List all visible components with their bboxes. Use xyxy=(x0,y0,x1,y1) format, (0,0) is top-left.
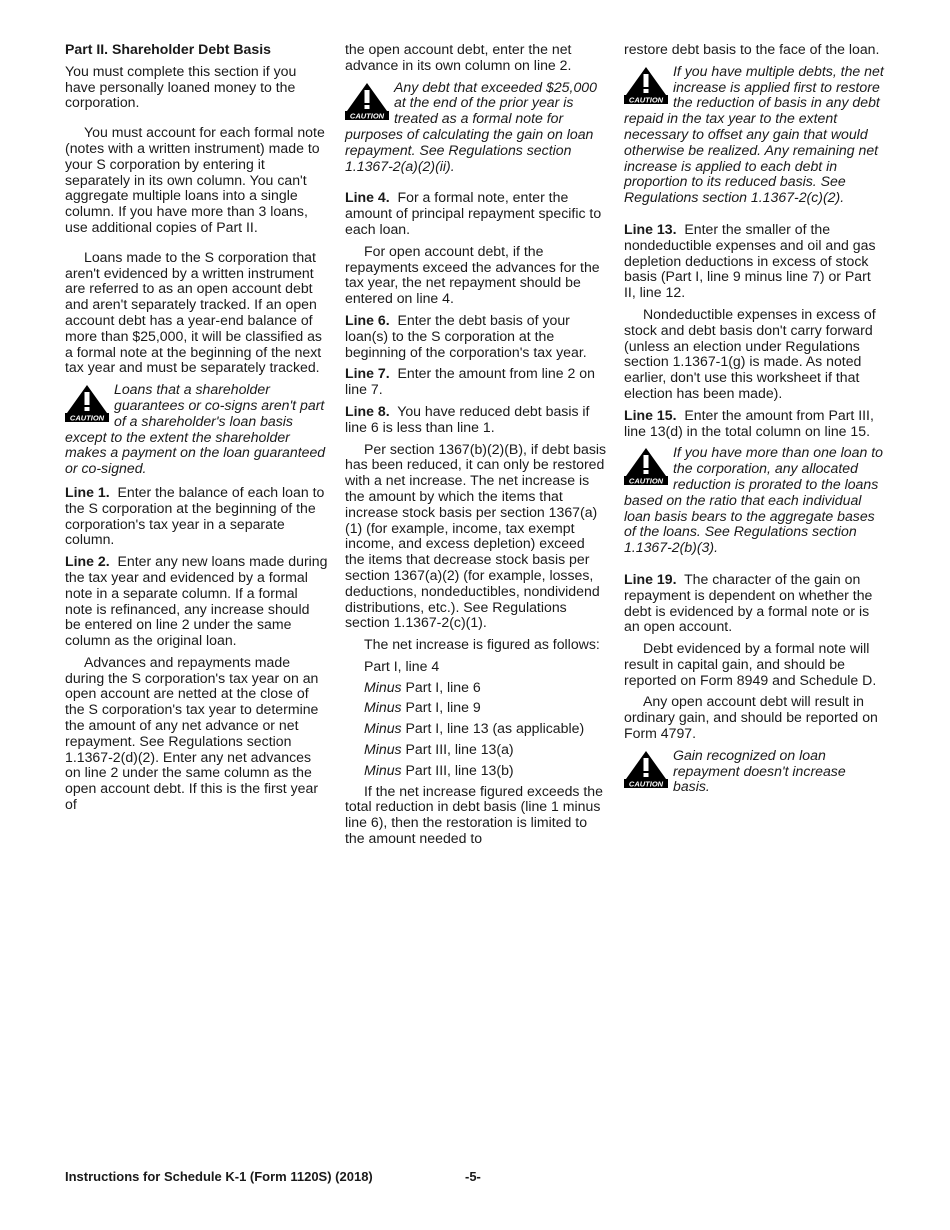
paragraph: The net increase is figured as follows: xyxy=(364,636,600,653)
paragraph: restore debt basis to the face of the loan. xyxy=(624,41,880,57)
line-8-instruction xyxy=(345,404,607,436)
line-text: Enter the debt basis of your loan(s) to the S corporation at the beginning of the corporation's tax year. xyxy=(345,311,587,360)
line-label: Line 8. xyxy=(345,402,390,419)
line-text: You have reduced debt basis if line 6 is less than line 1. xyxy=(345,402,590,435)
line-label: Line 13. xyxy=(624,220,677,237)
line-7-instruction xyxy=(345,366,607,398)
caution-icon xyxy=(624,447,668,485)
list-item: Minus Part III, line 13(a) xyxy=(364,741,514,758)
caution-note xyxy=(624,748,886,795)
caution-icon xyxy=(624,66,668,104)
caution-text: Loans that a shareholder guarantees or co-signs aren't part of a shareholder's loan basis except to the extent the shareholder makes a payment on the loan guaranteed or co-signed. xyxy=(65,381,326,477)
line-label: Line 6. xyxy=(345,311,390,328)
page-footer xyxy=(65,1169,905,1184)
line-text: Enter any new loans made during the tax year and evidenced by a formal note in a separate column. If a formal note is refinanced, any increase should be entered on line 2 under the same column as the original loan. xyxy=(65,553,328,649)
line-label: Line 2. xyxy=(65,553,110,570)
line-text: Enter the amount from Part III, line 13(d) in the total column on line 15. xyxy=(624,406,874,439)
list-item: Minus Part I, line 9 xyxy=(364,699,481,716)
line-label: Line 15. xyxy=(624,406,677,423)
line-label: Line 19. xyxy=(624,570,677,587)
paragraph: For open account debt, if the repayments exceed the advances for the tax year, the net repayment should be entered on line 4. xyxy=(345,242,600,307)
line-label: Line 1. xyxy=(65,483,110,500)
paragraph: You must complete this section if you have personally loaned money to the corporation. xyxy=(65,62,297,111)
list-item: Minus Part I, line 13 (as applicable) xyxy=(364,720,585,737)
footer-title: Instructions for Schedule K-1 (Form 1120S) (2018) xyxy=(65,1169,373,1184)
caution-label: CAUTION xyxy=(628,779,664,788)
caution-icon xyxy=(65,384,109,422)
paragraph: Advances and repayments made during the S corporation's tax year on an open account are netted at the close of the S corporation's tax year to determine the amount of any net advance or net repayment. See Regulations section 1.1367-2(d)(2). Enter any net advances on line 2 under the same column as the open account debt. If this is the first year of xyxy=(65,653,319,813)
line-13-instruction xyxy=(624,222,886,301)
caution-label: CAUTION xyxy=(69,413,105,423)
caution-note xyxy=(624,64,886,206)
paragraph: Loans made to the S corporation that aren't evidenced by a written instrument are referred to as an open account debt and aren't separately tracked. If an open account debt has a year-end balance of more than $25,000, it will be classified as a formal note at the beginning of the next tax year and must be separately tracked. xyxy=(65,248,322,376)
section-heading: Part II. Shareholder Debt Basis xyxy=(65,41,271,57)
column-3 xyxy=(624,42,886,803)
caution-icon xyxy=(345,82,389,120)
paragraph: Per section 1367(b)(2)(B), if debt basis has been reduced, it can only be restored with a net increase. The net increase is the amount by which the items that increase stock basis per section 1367(a)(1) (for example, income, tax exempt income, and excess depletion) exceed the items that decrease stock basis per section 1367(a)(2) (for example, losses, deductions, nondeductibles, nondividend distributions, etc.). See Regulations section 1.1367-2(c)(1). xyxy=(345,440,607,631)
line-1-instruction xyxy=(65,485,328,548)
caution-label: CAUTION xyxy=(628,476,664,486)
caution-text: Gain recognized on loan repayment doesn't increase basis. xyxy=(673,746,846,795)
line-text: For a formal note, enter the amount of principal repayment specific to each loan. xyxy=(345,189,602,237)
line-text: The character of the gain on repayment is dependent on whether the debt is evidenced by a formal note or is an open account. xyxy=(624,570,873,635)
caution-text: If you have more than one loan to the corporation, any allocated reduction is prorated to the loans based on the ratio that each individual loan basis bears to the aggregate bases of the loans. See Regulations section 1.1367-2(b)(3). xyxy=(624,444,883,556)
page-number: -5- xyxy=(465,1169,481,1184)
caution-note xyxy=(624,445,886,556)
caution-label: CAUTION xyxy=(349,111,385,120)
caution-label: CAUTION xyxy=(628,95,664,104)
paragraph: You must account for each formal note (notes with a written instrument) made to your S corporation by entering it separately in its own column. You can't aggregate multiple loans into a single column. If you have more than 3 loans, use additional copies of Part II. xyxy=(65,124,325,235)
paragraph: Debt evidenced by a formal note will result in capital gain, and should be reported on Form 8949 and Schedule D. xyxy=(624,640,877,688)
caution-text: If you have multiple debts, the net increase is applied first to restore the reduction of basis in any debt repaid in the tax year to the extent necessary to offset any gain that would otherwise be realized. Any remaining net increase is applied to each debt in proportion to its reduced basis. See Regulations section 1.1367-2(c)(2). xyxy=(624,62,884,206)
paragraph: the open account debt, enter the net advance in its own column on line 2. xyxy=(345,41,572,73)
line-19-instruction xyxy=(624,572,886,635)
caution-text: Any debt that exceeded $25,000 at the end of the prior year is treated as a formal note for purposes of calculating the gain on loan repayment. See Regulations section 1.1367-2(a)(2)(ii). xyxy=(345,78,597,174)
list-item: Minus Part I, line 6 xyxy=(364,678,481,695)
line-15-instruction xyxy=(624,408,886,440)
paragraph: If the net increase figured exceeds the total reduction in debt basis (line 1 minus line 6), then the restoration is limited to the amount needed to xyxy=(345,782,603,847)
line-text: Enter the amount from line 2 on line 7. xyxy=(345,365,595,398)
line-label: Line 7. xyxy=(345,365,390,382)
column-1 xyxy=(65,42,328,819)
caution-note xyxy=(345,80,607,175)
paragraph: Nondeductible expenses in excess of stock and debt basis don't carry forward (unless an election under Regulations section 1.1367-1(g) is made. As noted earlier, don't use this worksheet if that election has been made). xyxy=(624,305,876,401)
list-item: Minus Part III, line 13(b) xyxy=(364,761,514,778)
caution-note xyxy=(65,382,328,477)
list-item: Part I, line 4 xyxy=(364,657,440,674)
column-2 xyxy=(345,42,607,853)
line-text: Enter the smaller of the nondeductible expenses and oil and gas depletion deductions in excess of stock basis (Part I, line 9 minus line 7) or Part II, line 12. xyxy=(624,220,876,301)
paragraph: Any open account debt will result in ordinary gain, and should be reported on Form 4797. xyxy=(624,693,878,742)
line-6-instruction xyxy=(345,313,607,360)
line-4-instruction xyxy=(345,190,607,237)
line-2-instruction xyxy=(65,554,328,649)
caution-icon xyxy=(624,750,668,788)
line-text: Enter the balance of each loan to the S corporation at the beginning of the corporation's tax year in a separate column. xyxy=(65,483,325,548)
line-label: Line 4. xyxy=(345,189,390,206)
